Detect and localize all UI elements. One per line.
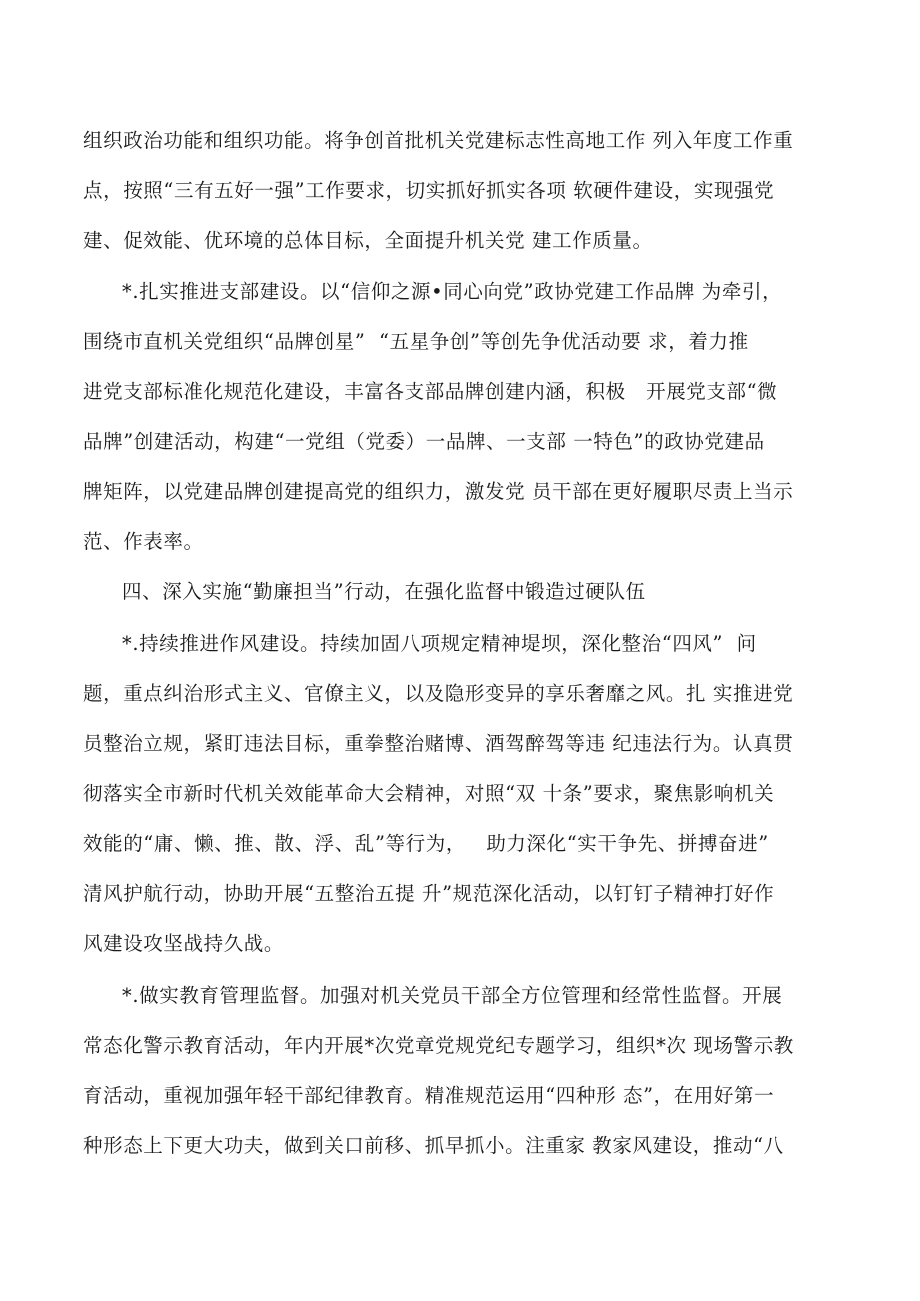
paragraph-1-line-2: 点，按照“三有五好一强”工作要求，切实抓好抓实各项 软硬件建设，实现强党 — [83, 179, 775, 202]
paragraph-4-line-5: 效能的“庸、懒、推、散、浮、乱”等行为， 助力深化“实干争先、拼搏奋进” — [83, 832, 769, 855]
paragraph-5-line-2: 常态化警示教育活动，年内开展*次党章党规党纪专题学习，组织*次 现场警示教 — [83, 1034, 794, 1057]
paragraph-2-line-4: 品牌”创建活动，构建“一党组（党委）一品牌、一支部 一特色”的政协党建品 — [83, 430, 765, 453]
section-heading-4: 四、深入实施“勤廉担当”行动，在强化监督中锻造过硬队伍 — [122, 580, 646, 603]
paragraph-1-line-3: 建、促效能、优环境的总体目标，全面提升机关党 建工作质量。 — [83, 229, 653, 252]
paragraph-1-line-1: 组织政治功能和组织功能。将争创首批机关党建标志性高地工作 列入年度工作重 — [83, 129, 794, 152]
paragraph-5-line-3: 育活动，重视加强年轻干部纪律教育。精准规范运用“四种形 态”，在用好第一 — [83, 1084, 775, 1107]
paragraph-2-line-2: 围绕市直机关党组织“品牌创星” “五星争创”等创先争优活动要 求，着力推 — [83, 330, 749, 353]
paragraph-4-line-4: 彻落实全市新时代机关效能革命大会精神，对照“双 十条”要求，聚焦影响机关 — [83, 782, 775, 805]
paragraph-2-line-3: 进党支部标准化规范化建设，丰富各支部品牌创建内涵，积极 开展党支部“微 — [83, 380, 778, 403]
paragraph-4-line-3: 员整治立规，紧盯违法目标，重拳整治赌博、酒驾醉驾等违 纪违法行为。认真贯 — [83, 732, 794, 755]
paragraph-2-line-5: 牌矩阵，以党建品牌创建提高党的组织力，激发党 员干部在更好履职尽责上当示 — [83, 480, 794, 503]
paragraph-5-line-1: *.做实教育管理监督。加强对机关党员干部全方位管理和经常性监督。开展 — [122, 984, 783, 1007]
paragraph-4-line-1: *.持续推进作风建设。持续加固八项规定精神堤坝，深化整治“四风” 问 — [122, 632, 757, 655]
paragraph-2-line-6: 范、作表率。 — [83, 530, 204, 553]
paragraph-2-line-1: *.扎实推进支部建设。以“信仰之源•同心向党”政协党建工作品牌 为牵引， — [122, 280, 783, 303]
paragraph-5-line-4: 种形态上下更大功夫，做到关口前移、抓早抓小。注重家 教家风建设，推动“八 — [83, 1134, 784, 1157]
paragraph-4-line-2: 题，重点纠治形式主义、官僚主义，以及隐形变异的享乐奢靡之风。扎 实推进党 — [83, 682, 794, 705]
paragraph-4-line-6: 清风护航行动，协助开展“五整治五提 升”规范深化活动，以钉钉子精神打好作 — [83, 882, 775, 905]
paragraph-4-line-7: 风建设攻坚战持久战。 — [83, 932, 285, 955]
